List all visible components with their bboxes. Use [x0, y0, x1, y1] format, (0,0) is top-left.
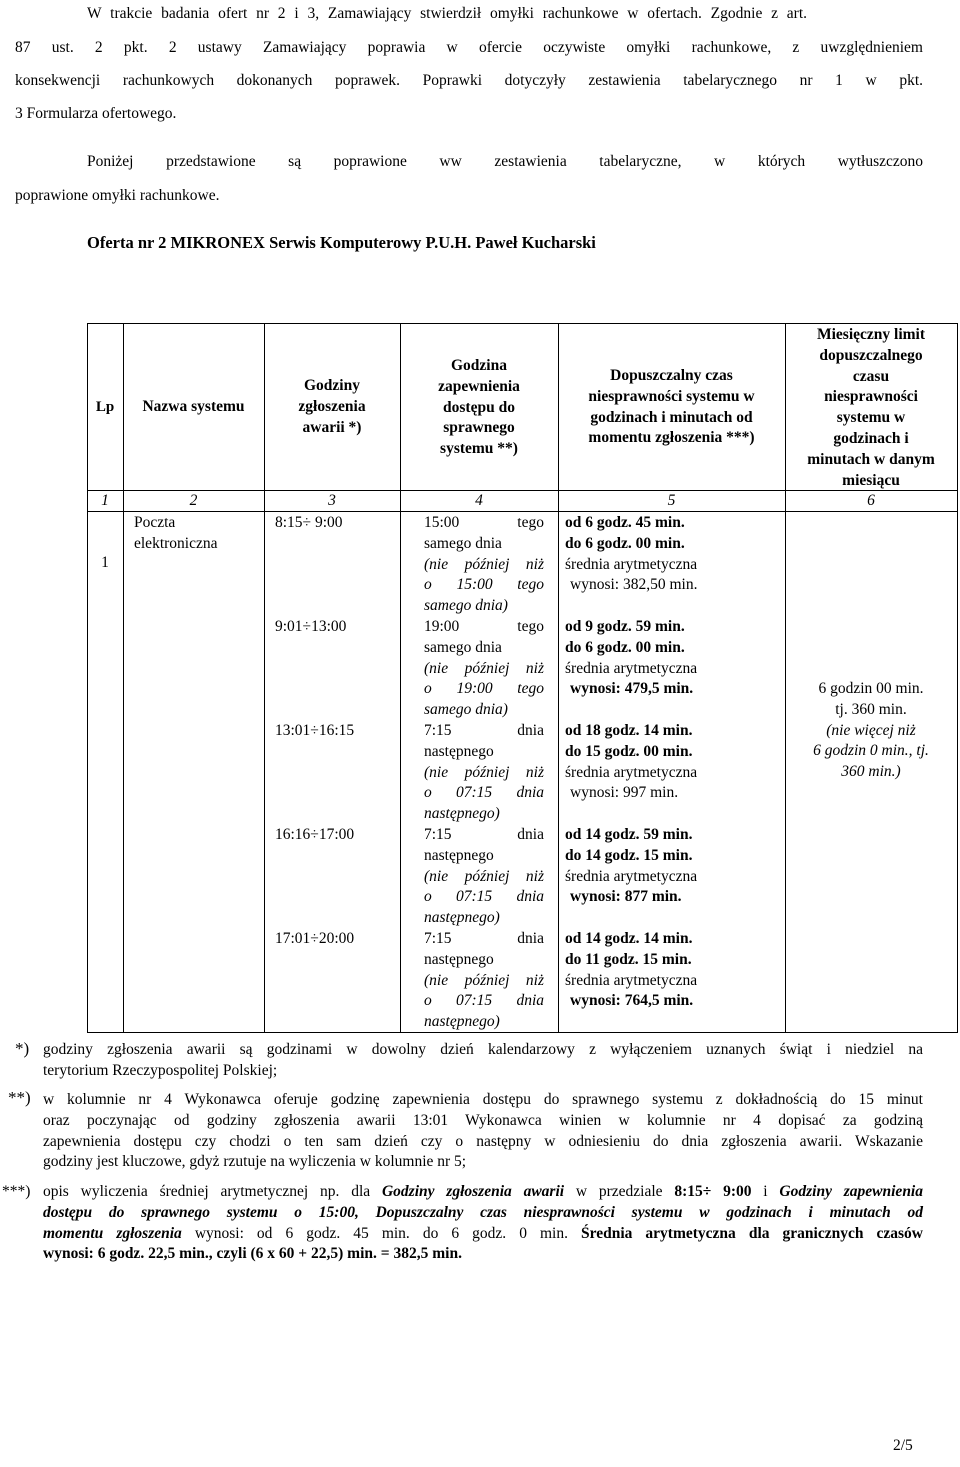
page-number: 2/5 — [893, 1437, 913, 1454]
slot-access: 7:15 dnia następnego (nie później niż o 07:15 dnia następnego) — [424, 930, 544, 1031]
intro-line: poprawione omyłki rachunkowe. — [15, 187, 220, 204]
footnote-mark: ***) — [2, 1183, 31, 1200]
monthly-limit: 6 godzin 00 min. tj. 360 min. (nie więcej niż 6 godzin 0 min., tj. 360 min.) — [813, 680, 929, 781]
slot-access: 15:00 tego samego dnia (nie później niż o 15:00 tego samego dnia) — [424, 514, 544, 615]
slot-hours: 9:01÷13:00 — [275, 618, 347, 635]
col-number: 6 — [867, 492, 875, 509]
intro-line: Poniżej przedstawione są poprawione ww zestawienia tabelaryczne, w których wytłuszczono — [87, 153, 923, 170]
slot-allowed: od 9 godz. 59 min. do 6 godz. 00 min. średnia arytmetyczna wynosi: 479,5 min. — [565, 618, 698, 698]
header-allowed-time: Dopuszczalny czas niesprawności systemu w godzinach i minutach od momentu zgłoszenia ***) — [588, 367, 755, 447]
header-monthly-limit: Miesięczny limit dopuszczalnego czasu niesprawności systemu w godzinach i minutach w danym miesiącu — [807, 326, 935, 489]
header-lp: Lp — [95, 399, 115, 415]
footnote-mark: *) — [15, 1039, 30, 1058]
slot-allowed: od 14 godz. 14 min. do 11 godz. 15 min. średnia arytmetyczna wynosi: 764,5 min. — [565, 930, 698, 1010]
intro-line: W trakcie badania ofert nr 2 i 3, Zamawiający stwierdził omyłki rachunkowe w ofertach. Zgodnie z art. — [87, 5, 807, 22]
slot-allowed: od 6 godz. 45 min. do 6 godz. 00 min. średnia arytmetyczna wynosi: 382,50 min. — [565, 514, 698, 594]
slot-allowed: od 18 godz. 14 min. do 15 godz. 00 min. średnia arytmetyczna wynosi: 997 min. — [565, 722, 698, 802]
header-report-hours: Godziny zgłoszenia awarii *) — [298, 377, 366, 436]
row-lp: 1 — [101, 554, 109, 571]
col-number: 4 — [475, 492, 483, 509]
col-number: 2 — [189, 492, 198, 509]
header-access-time: Godzina zapewnienia dostępu do sprawnego systemu **) — [438, 357, 520, 458]
col-number: 3 — [328, 492, 336, 509]
intro-line: 3 Formularza ofertowego. — [15, 105, 177, 122]
col-number: 1 — [101, 492, 109, 509]
footnote-mark: **) — [8, 1088, 31, 1107]
intro-line: konsekwencji rachunkowych dokonanych poprawek. Poprawki dotyczyły zestawienia tabelarycznego nr 1 w pkt. — [15, 72, 923, 89]
footnote-1: godziny zgłoszenia awarii są godzinami w dowolny dzień kalendarzowy z wyłączeniem uznanych świąt i niedziel na terytorium Rzeczypospolitej Polskiej; — [43, 1041, 923, 1079]
slot-hours: 8:15÷ 9:00 — [275, 514, 343, 531]
slot-access: 7:15 dnia następnego (nie później niż o 07:15 dnia następnego) — [424, 826, 544, 927]
slot-hours: 13:01÷16:15 — [275, 722, 355, 739]
footnote-2: w kolumnie nr 4 Wykonawca oferuje godzinę zapewnienia dostępu do sprawnego systemu z dokładnością do 15 minut oraz poczynając od godziny zgłoszenia awarii 13:01 Wykonawca winien w kolumnie nr 4 dopisać za godziną zapewnienia dostępu czy chodzi o ten sam dzień czy o następny w odniesieniu do dnia zgłoszenia awarii. Wskazanie godziny jest kluczowe, gdyż rzutuje na wyliczenia w kolumnie nr 5; — [43, 1091, 923, 1171]
row-system-name: Poczta elektroniczna — [134, 514, 218, 552]
corrections-table — [87, 323, 958, 1033]
col-number: 5 — [667, 492, 676, 509]
slot-hours: 17:01÷20:00 — [275, 930, 355, 947]
slot-access: 7:15 dnia następnego (nie później niż o 07:15 dnia następnego) — [424, 722, 544, 823]
offer-title: Oferta nr 2 MIKRONEX Serwis Komputerowy P.U.H. Paweł Kucharski — [87, 233, 596, 252]
footnote-3: opis wyliczenia średniej arytmetycznej np. dla Godziny zgłoszenia awarii w przedziale 8:15÷ 9:00 i Godziny zapewnienia dostępu do sprawnego systemu o 15:00, Dopuszczalny czas niesprawności systemu w godzinach i minutach od momentu zgłoszenia wynosi: od 6 godz. 45 min. do 6 godz. 0 min. Średnia arytmetyczna dla granicznych czasów wynosi: 6 godz. 22,5 min., czyli (6 x 60 + 22,5) min. = 382,5 min. — [43, 1183, 923, 1263]
header-system-name: Nazwa systemu — [142, 398, 245, 415]
slot-allowed: od 14 godz. 59 min. do 14 godz. 15 min. średnia arytmetyczna wynosi: 877 min. — [565, 826, 698, 906]
slot-access: 19:00 tego samego dnia (nie później niż o 19:00 tego samego dnia) — [424, 618, 544, 719]
slot-hours: 16:16÷17:00 — [275, 826, 355, 843]
intro-line: 87 ust. 2 pkt. 2 ustawy Zamawiający poprawia w ofercie oczywiste omyłki rachunkowe, z uwzględnieniem — [15, 39, 923, 56]
